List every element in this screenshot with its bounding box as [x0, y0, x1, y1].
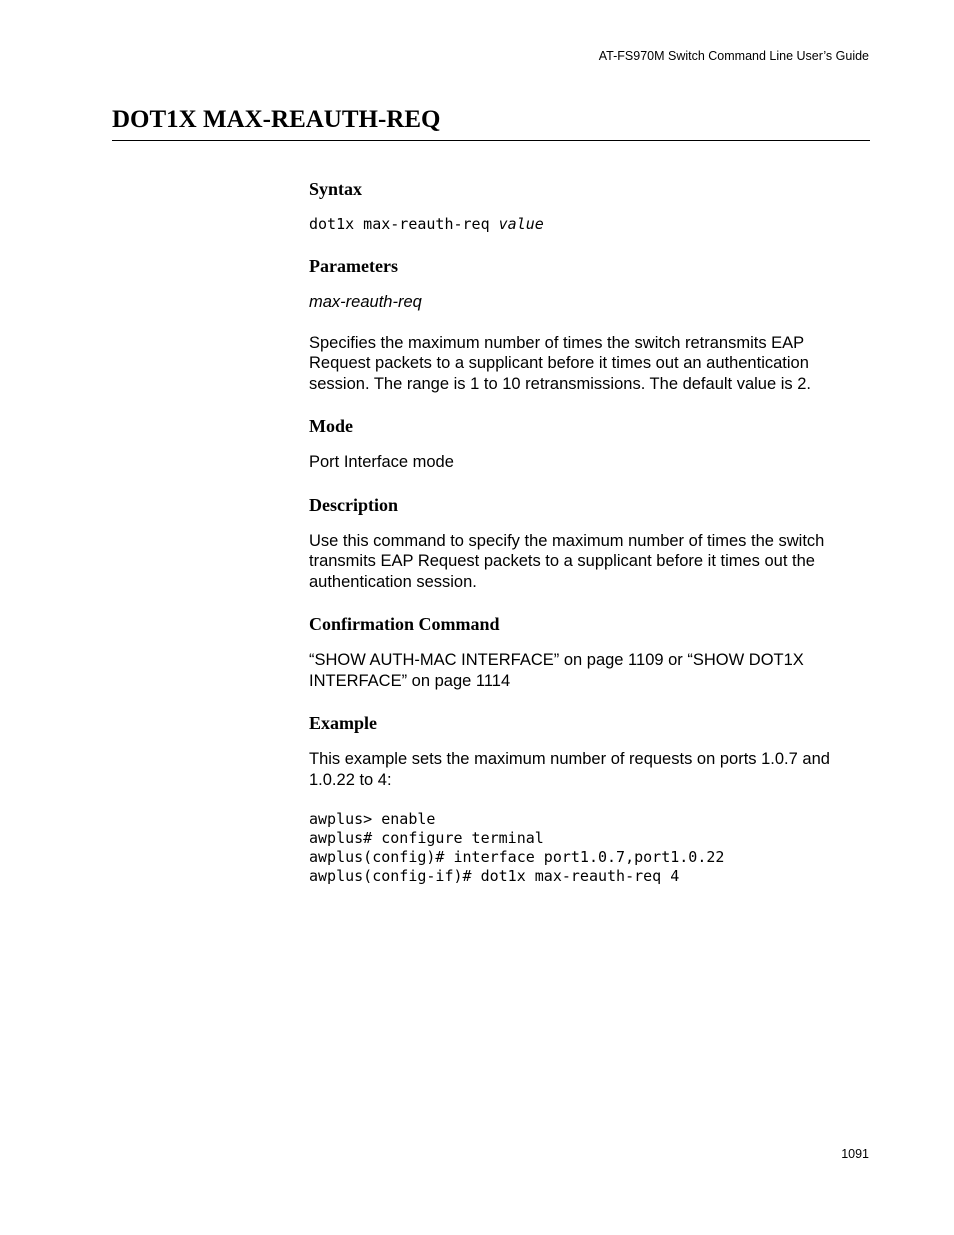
code-line: awplus(config)# interface port1.0.7,port1.0.22 [309, 848, 725, 866]
main-content [309, 177, 869, 906]
title-rule [112, 140, 870, 141]
example-text: This example sets the maximum number of requests on ports 1.0.7 and 1.0.22 to 4: [309, 750, 830, 789]
parameter-description: Specifies the maximum number of times the switch retransmits EAP Request packets to a supplicant before it times out an authentication session. The range is 1 to 10 retransmissions. The default value is 2. [309, 333, 811, 393]
parameters-heading: Parameters [309, 256, 398, 276]
syntax-command-text: dot1x max-reauth-req [309, 215, 490, 233]
code-line: awplus(config-if)# dot1x max-reauth-req 4 [309, 867, 680, 885]
running-header: AT-FS970M Switch Command Line User’s Guide [598, 49, 869, 63]
mode-text: Port Interface mode [309, 453, 454, 471]
code-line: awplus> enable [309, 810, 436, 828]
syntax-command [309, 215, 869, 234]
mode-heading: Mode [309, 416, 353, 436]
syntax-argument: value [498, 215, 544, 233]
parameter-name: max-reauth-req [309, 293, 422, 311]
description-text: Use this command to specify the maximum number of times the switch transmits EAP Request packets to a supplicant before it times out the authentication session. [309, 531, 825, 591]
syntax-heading: Syntax [309, 179, 363, 199]
example-code-block [309, 810, 869, 886]
confirmation-text: “SHOW AUTH-MAC INTERFACE” on page 1109 or “SHOW DOT1X INTERFACE” on page 1114 [309, 651, 804, 690]
description-heading: Description [309, 494, 398, 515]
page-title: DOT1X MAX-REAUTH-REQ [112, 106, 441, 133]
code-line: awplus# configure terminal [309, 829, 544, 847]
page-number: 1091 [841, 1147, 869, 1161]
confirmation-heading: Confirmation Command [309, 614, 500, 634]
example-heading: Example [309, 713, 378, 733]
